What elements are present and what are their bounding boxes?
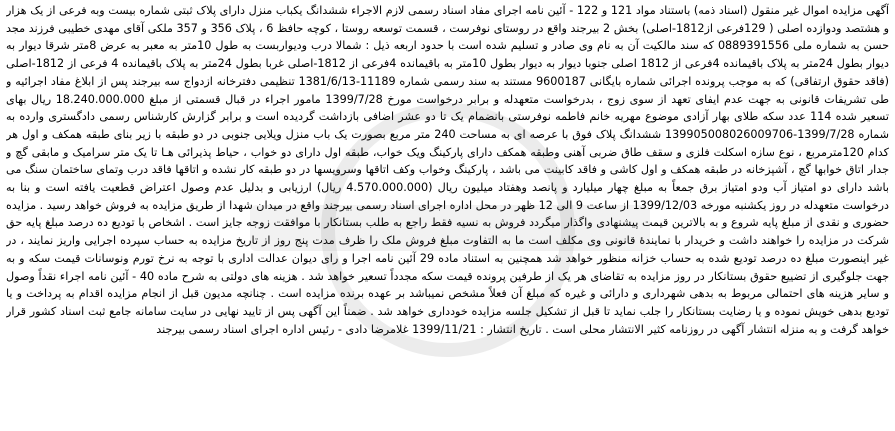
notice-body-text: آگهی مزایده اموال غیر منقول (اسناد ذمه) باستناد مواد 121 و 122 - آئین نامه اجرای مفاد اسناد رسمی لازم الاجراء ششدانگ یکباب منزل دارای پلاک ثبتی شماره بیست وبه فرعی از یک هزار و هشتصد ودوازده اصلی ( 129فرعی از1812-اصلی) بخش 2 بیرجند واقع در روستای نوفرست ، قسمت توسعه روستا ، کوچه حافظ 6 ، پلاک 356 و 357 ملکی آقای مهدی خطیبی فرزند مجد حسن به شماره ملی 0889391556 که سند مالکیت آن به نام وی صادر و تسلیم شده است با حدود اربعه ذیل : شمالا درب ودیواربست به طول 10متر به معبر به عرض 8متر شرقا دیوار به دیوار بطول 24متر به پلاک باقیمانده 4فرعی از 1812 اصلی جنوبا دیوار به دیوار بطول 10متر به باقیمانده 4فرعی از 1812-اصلی غربا بطول 24متر به پلاک باقیمانده 4 فرعی از 1812-اصلی (فاقد حقوق ارتفاقی) که به موجب پرونده اجرائی شماره بایگانی 9600187 مستند به سند رسمی شماره 11189-1381/6/13 تنظیمی دفترخانه ازدواج سه بیرجند پس از ابلاغ مفاد اجرائیه و طی تشریفات قانونی به جهت عدم ایفای تعهد از سوی زوج ، بدرخواست متعهدله و برابر درخواست مورخ 1399/7/28 مامور اجراء در قبال قسمتی از مبلغ 18.240.000.000 ریال بهای تسعیر شده 114 عدد سکه طلای بهار آزادی موضوع مهریه خانم فاطمه نوفرستی بانضمام یک تا دو عشر اضافی بازداشت گردیده است و برابر گزارش کارشناس رسمی دادگستری وارده به شماره 1399/7/28-139905008026009706 ششدانگ پلاک فوق با عرصه ای به مساحت 240 متر مربع بصورت یک باب منزل ویلایی جنوبی در دو طبقه با زیر بنای طبقه همکف و اول هر کدام 120مترمربع ، نوع سازه اسکلت فلزی و سقف طاق ضربی آهنی وطبقه همکف دارای پارکینگ ویک خواب، طبقه اول دارای دو خواب ، حیاط پذیرائی هـا تا یک متر سرامیک و مابقی گچ و جدار اتاق خوابها گچ ، آشپزخانه در طبقه همکف و اول کاشی و فاقد کابینت می باشد ، پارکینگ وخواب وکف اتاقها وسرویسها در دو طبقه کار نشده و اتاقها فاقد درب وتمای ساختمان سنگ می باشد دارای دو امتیاز آب ودو امتیاز برق جمعاً به مبلغ چهار میلیارد و پانصد وهفتاد میلیون ریال (4.570.000.000 ریال) ارزیابی و بدلیل عدم وصول اعتراض قطعیت یافته است و بنا به درخواست متعهدله در روز یکشنبه مورخه 1399/12/03 از ساعت 9 الی 12 ظهر در محل اداره اجرای اسناد رسمی بیرجند واقع در میدان شهدا از طریق مزایده به فروش خواهد رسید . مزایده حضوری و نقدی از مبلغ پایه شروع و به بالاترین قیمت پیشنهادی واگذار میگردد فروش به نسیه فقط راجع به طلب بستانکار با موافقت زوجه جایز است . اشخاص با تودیع ده درصد مبلغ پایه حق شرکت در مزایده را خواهند داشت و خریدار با نمایندهٔ قانونی وی مکلف است ما به التفاوت مبلغ فروش ملک را ظرف مدت پنج روز از تاریخ مزایده به حساب سپرده اجرایی واریز نمایند ، در غیر اینصورت مبلغ ده درصد تودیع شده به حساب خزانه منظور خواهد شد همچنین به استناد ماده 29 آئین نامه اجرا و رای دیوان عدالت اداری با توجه به نرخ تورم ونوسانات قیمت سکه و به جهت جلوگیری از تضییع حقوق بستانکار در روز مزایده به تقاضای هر یک از طرفین پرونده قیمت سکه مجدداً تسعیر خواهد شد . هزینه های دولتی به شرح ماده 40 - آئین نامه اجراء نقداً وصول و سایر هزینه های احتمالی مربوط به بدهی شهرداری و دارائی و غیره که مبلغ آن فعلاً مشخص نمیباشد بر عهده برنده مزایده است . چنانچه مدیون قبل از انجام مزایده اقدام به پرداخت و یا تودیع بدهی خویش نموده و یا رضایت بستانکار را جلب نماید تا قبل از تشکیل جلسه مزایده خودداری خواهد شد . ضمناً این آگهی پس از تایید نهایی در سایت سامانه جامع ثبت اسناد کشور قرار خواهد گرفت و به منزله انتشار آگهی در روزنامه کثیر الانتشار محلی است . تاریخ انتشار : 1399/11/21 غلامرضا دادی - رئیس اداره اجرای اسناد رسمی بیرجند (6, 4, 889, 336)
auction-notice (6, 2, 889, 429)
